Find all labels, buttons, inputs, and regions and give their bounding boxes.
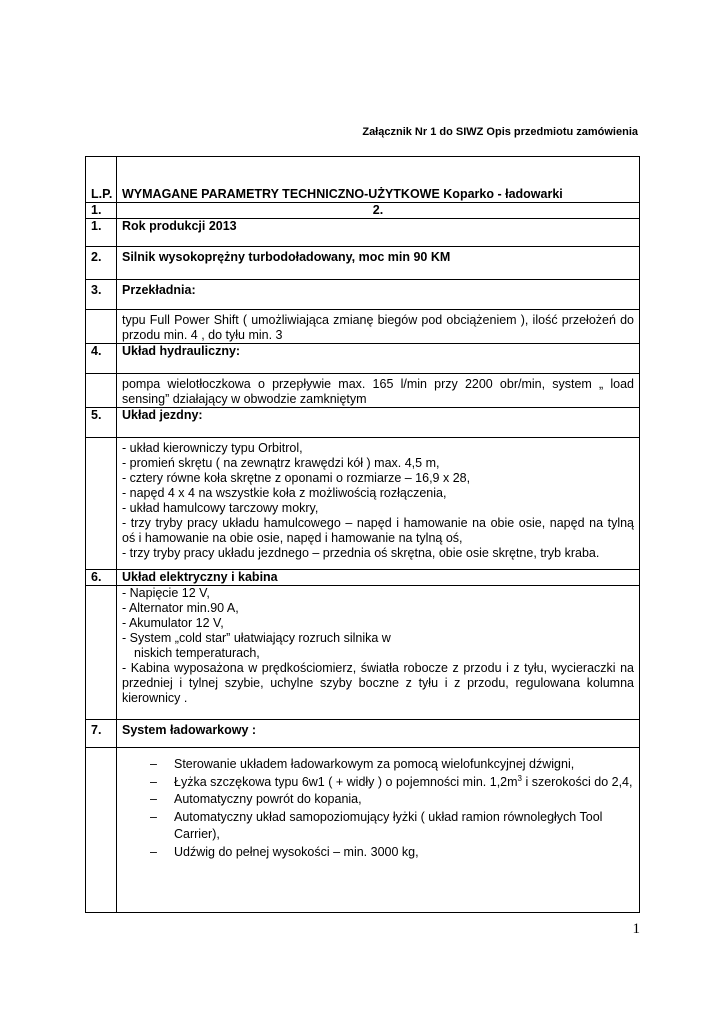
table-row (86, 247, 640, 280)
row-detail: pompa wielotłoczkowa o przepływie max. 165 l/min przy 2200 obr/min, system „ load sensing” działający w obwodzie zamkniętym (117, 374, 640, 408)
row-number: 4. (86, 344, 117, 374)
list-item: - Napięcie 12 V, (122, 586, 210, 600)
list-item: niskich temperaturach, (134, 646, 260, 660)
header-lp: L.P. (86, 157, 117, 203)
dash-bullet-icon: – (150, 757, 157, 771)
list-item: – Automatyczny układ samopoziomujący łyżki ( układ ramion równoległych Tool Carrier), (150, 809, 603, 841)
requirements-table (85, 156, 640, 913)
empty-cell (86, 438, 117, 570)
row-title: System ładowarkowy : (117, 720, 640, 748)
dash-bullet-icon: – (150, 844, 157, 859)
header-parameters: WYMAGANE PARAMETRY TECHNICZNO-UŻYTKOWE Koparko - ładowarki (117, 157, 640, 203)
table-header-row (86, 157, 640, 203)
empty-cell (86, 310, 117, 344)
row-title: Układ jezdny: (117, 408, 640, 438)
dash-bullet-icon: – (150, 774, 157, 789)
row-number: 2. (86, 247, 117, 280)
table-row-detail (86, 374, 640, 408)
list-item: – Automatyczny powrót do kopania, (150, 791, 634, 809)
row-title: Rok produkcji 2013 (117, 219, 640, 247)
row-title: Przekładnia: (117, 280, 640, 310)
table-row (86, 219, 640, 247)
list-item: - układ kierowniczy typu Orbitrol, (122, 441, 303, 455)
list-item: - cztery równe koła skrętne z oponami o rozmiarze – 16,9 x 28, (122, 471, 471, 485)
row-title: Układ hydrauliczny: (117, 344, 640, 374)
table-row (86, 280, 640, 310)
list-item: - trzy tryby pracy układu hamulcowego – napęd i hamowanie na obie osie, napęd na tylną oś i hamowanie na obie osie, napęd i hamowanie na tylną oś, (122, 516, 634, 545)
attachment-header: Załącznik Nr 1 do SIWZ Opis przedmiotu zamówienia (362, 126, 638, 138)
table-row (86, 344, 640, 374)
row-number: 1. (86, 219, 117, 247)
row-detail-list (117, 748, 640, 913)
list-item: - Kabina wyposażona w prędkościomierz, światła robocze z przodu i z tyłu, wycieraczki na przedniej i tylnej szybie, uchylne szyby boczne z tyłu i z przodu, regulowana kolumna kierownicy . (122, 661, 634, 705)
list-item: – Sterowanie układem ładowarkowym za pomocą wielofunkcyjnej dźwigni, (150, 756, 634, 774)
row-number: 3. (86, 280, 117, 310)
row-detail-list (117, 438, 640, 570)
table-row (86, 408, 640, 438)
row-detail: typu Full Power Shift ( umożliwiająca zmianę biegów pod obciążeniem ), ilość przełożeń do przodu min. 4 , do tyłu min. 3 (117, 310, 640, 344)
numbering-col1: 1. (86, 203, 117, 219)
list-item: - Akumulator 12 V, (122, 616, 224, 630)
row-number: 5. (86, 408, 117, 438)
list-item: – Udźwig do pełnej wysokości – min. 3000 kg, (150, 844, 634, 862)
list-item: - układ hamulcowy tarczowy mokry, (122, 501, 319, 515)
empty-cell (86, 374, 117, 408)
table-row (86, 570, 640, 586)
list-item: - System „cold star” ułatwiający rozruch silnika w (122, 631, 391, 645)
dash-list (122, 756, 634, 861)
table-row-detail (86, 310, 640, 344)
empty-cell (86, 586, 117, 720)
row-number: 6. (86, 570, 117, 586)
row-number: 7. (86, 720, 117, 748)
numbering-col2: 2. (117, 203, 640, 219)
list-item: - napęd 4 x 4 na wszystkie koła z możliwością rozłączenia, (122, 486, 447, 500)
page-number: 1 (632, 921, 640, 937)
row-title: Układ elektryczny i kabina (117, 570, 640, 586)
dash-bullet-icon: – (150, 809, 157, 824)
empty-cell (86, 748, 117, 913)
table-row-detail (86, 748, 640, 913)
row-title: Silnik wysokoprężny turbodoładowany, moc min 90 KM (117, 247, 640, 280)
superscript: 3 (517, 773, 522, 783)
list-item: – Łyżka szczękowa typu 6w1 ( + widły ) o pojemności min. $1,2m^3$ i szerokości do 2,4, (150, 774, 634, 792)
table-row (86, 720, 640, 748)
table-row-detail (86, 438, 640, 570)
table-row-detail (86, 586, 640, 720)
list-item: - promień skrętu ( na zewnątrz krawędzi kół ) max. 4,5 m, (122, 456, 440, 470)
list-item: - Alternator min.90 A, (122, 601, 239, 615)
row-detail-list (117, 586, 640, 720)
dash-bullet-icon: – (150, 792, 157, 806)
list-item: - trzy tryby pracy układu jezdnego – przednia oś skrętna, obie osie skrętne, tryb kraba. (122, 546, 600, 560)
numbering-row (86, 203, 640, 219)
